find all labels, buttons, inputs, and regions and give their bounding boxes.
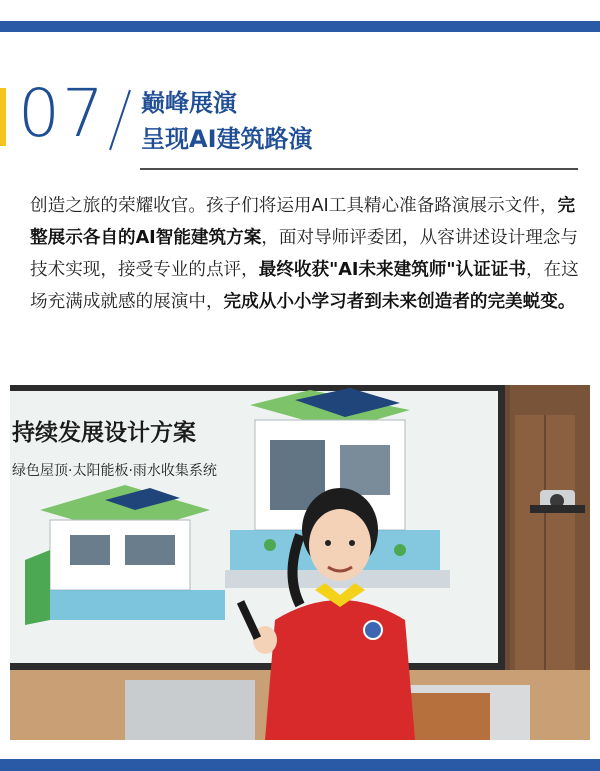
top-bar: [0, 21, 600, 32]
section-header: [0, 75, 600, 174]
bottom-bar: [0, 759, 600, 771]
presentation-photo: [10, 385, 590, 740]
header-rule: [140, 168, 578, 170]
highlight-text: 最终收获"AI未来建筑师"认证证书: [258, 260, 526, 280]
section-title-line2: 呈现AI建筑路演: [141, 125, 313, 153]
highlight-text: 完整展示各自的AI智能建筑方案: [30, 196, 576, 248]
text-segment: ，在这场充满成就感的展演中，: [30, 260, 579, 312]
description-paragraph: [30, 190, 580, 318]
text-segment: 创造之旅的荣耀收官。孩子们将运用AI工具精心准备路演展示文件，: [30, 196, 558, 216]
slash-divider: [104, 84, 134, 154]
accent-bar: [0, 88, 6, 146]
section-number: 07: [18, 75, 106, 152]
screen-title: 持续发展设计方案: [12, 420, 196, 446]
text-segment: ，面对导师评委团，从容讲述设计理念与技术实现，接受专业的点评，: [30, 228, 578, 280]
screen-subtitle: 绿色屋顶·太阳能板·雨水收集系统: [12, 463, 217, 479]
section-title-line1: 巅峰展演: [141, 89, 237, 117]
highlight-text: 完成从小小学习者到未来创造者的完美蜕变。: [223, 292, 576, 312]
